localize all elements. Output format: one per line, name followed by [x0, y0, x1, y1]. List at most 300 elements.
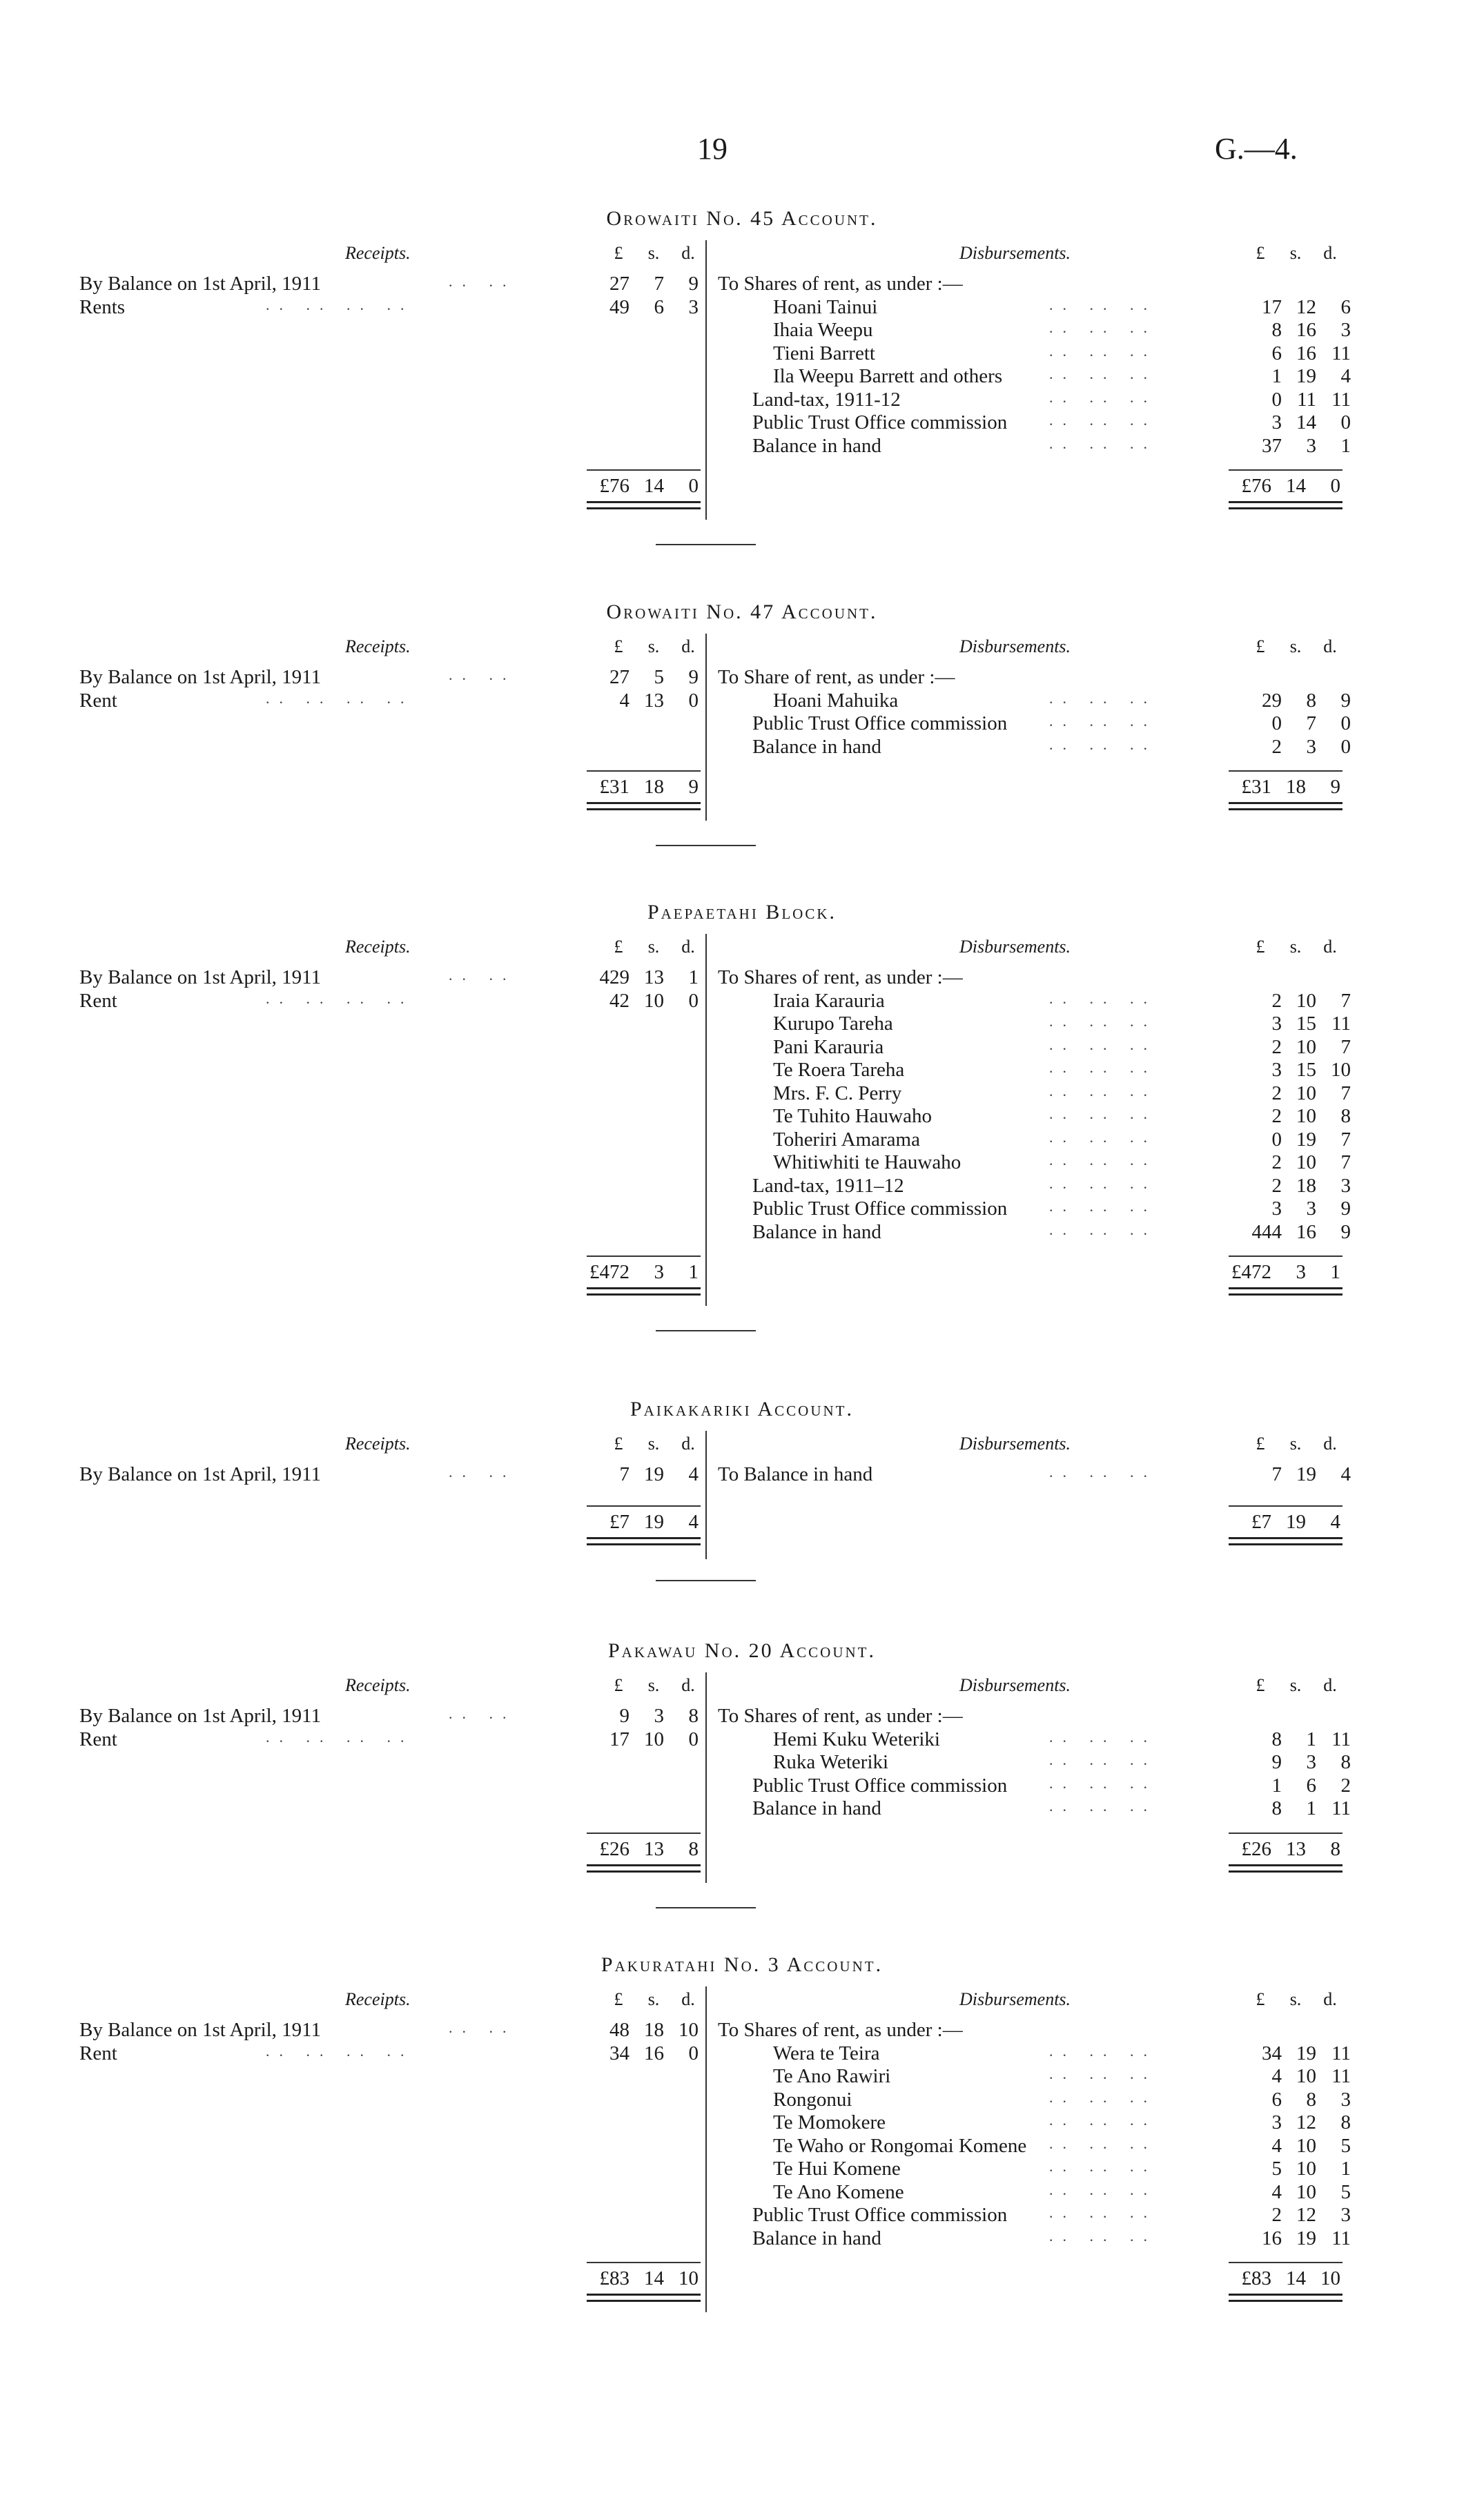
amount-pence: 7	[1340, 1082, 1351, 1104]
amount-shillings: 3	[1306, 735, 1316, 758]
disbursement-row	[718, 1174, 1351, 1198]
amount	[1239, 435, 1356, 458]
amount-pounds: 0	[1271, 1128, 1282, 1151]
disbursement-row	[718, 1463, 1351, 1487]
amount	[587, 990, 704, 1013]
disbursement-row	[718, 966, 1339, 990]
pounds-heading: £	[614, 937, 623, 957]
amount-pence: 0	[688, 475, 699, 497]
leader-dots: .. .. ..	[1049, 365, 1157, 382]
amount-shillings: 19	[1296, 365, 1316, 387]
amount-shillings: 10	[1296, 2134, 1316, 2157]
pence-heading: d.	[681, 1434, 695, 1454]
leader-dots: .. .. .. ..	[266, 2042, 414, 2060]
amount-pence: 0	[1340, 735, 1351, 758]
amount-pounds: 4	[1271, 2065, 1282, 2087]
pounds-heading: £	[1256, 937, 1265, 957]
pence-heading: d.	[681, 1989, 695, 2009]
amount-pounds: 8	[1271, 1728, 1282, 1750]
amount-pence: 1	[1340, 2158, 1351, 2180]
amount	[1239, 1463, 1356, 1487]
leader-dots: .. .. ..	[1049, 2180, 1157, 2198]
account-title: Orowaiti No. 47 Account.	[606, 600, 878, 623]
amount	[1239, 2089, 1356, 2112]
disbursement-label: Ila Weepu Barrett and others	[773, 365, 1003, 387]
amount-pounds: 7	[619, 1463, 629, 1485]
disbursement-label: To Shares of rent, as under :—	[718, 273, 963, 295]
disbursement-label: Balance in hand	[752, 434, 881, 457]
amount-pence: 4	[1330, 1510, 1340, 1533]
amount-shillings: 3	[654, 1261, 664, 1283]
amount-pounds: £31	[1241, 776, 1271, 798]
total-receipts	[587, 1511, 704, 1534]
amount-shillings: 19	[644, 1463, 664, 1485]
amount	[1239, 1129, 1356, 1152]
leader-dots: .. .. ..	[1049, 1751, 1157, 1768]
receipt-row	[79, 966, 701, 990]
amount-shillings: 14	[1286, 475, 1306, 497]
double-rule	[1229, 2294, 1343, 2302]
amount-shillings: 7	[654, 273, 664, 295]
double-rule	[587, 1864, 701, 1873]
leader-dots: .. .. ..	[1049, 1105, 1157, 1122]
disbursement-row	[718, 689, 1351, 713]
disbursement-row	[718, 1151, 1351, 1175]
amount-shillings: 13	[644, 966, 664, 988]
leader-dots: .. .. ..	[1049, 2111, 1157, 2129]
amount-pounds: £31	[599, 776, 629, 798]
amount-pounds: 3	[1271, 411, 1282, 433]
amount-shillings: 3	[1306, 1751, 1316, 1773]
double-rule	[587, 501, 701, 509]
leader-dots: .. .. .. ..	[266, 295, 414, 313]
column-divider	[705, 240, 707, 520]
disbursement-row	[718, 1220, 1351, 1244]
section-separator	[656, 1907, 756, 1908]
leader-dots: .. .. ..	[1049, 2065, 1157, 2082]
series-code: G.—4.	[1215, 132, 1298, 166]
receipt-row	[79, 2019, 701, 2042]
amount-pence: 11	[1331, 342, 1351, 364]
leader-dots: .. ..	[449, 666, 516, 683]
disbursement-row	[718, 666, 1339, 690]
total-receipts	[587, 475, 704, 498]
receipt-label: By Balance on 1st April, 1911	[79, 966, 322, 988]
amount-shillings: 16	[644, 2042, 664, 2064]
amount-pounds: 2	[1271, 1151, 1282, 1173]
disbursement-label: Te Momokere	[773, 2111, 886, 2133]
currency-heading	[601, 636, 705, 657]
shillings-heading: s.	[647, 937, 660, 957]
currency-heading	[1242, 1675, 1347, 1696]
amount	[1239, 736, 1356, 759]
leader-dots: .. .. ..	[1049, 1013, 1157, 1030]
amount-pounds: 3	[1271, 2111, 1282, 2133]
amount-pounds: 0	[1271, 388, 1282, 411]
disbursement-row	[718, 319, 1351, 342]
amount-shillings: 10	[1296, 2158, 1316, 2180]
amount-pence: 8	[688, 1705, 699, 1727]
amount-pounds: 0	[1271, 712, 1282, 734]
leader-dots: .. .. ..	[1049, 1774, 1157, 1792]
amount-shillings: 19	[1296, 1128, 1316, 1151]
column-divider	[705, 1986, 707, 2312]
amount	[1239, 1082, 1356, 1106]
amount-pounds: 5	[1271, 2158, 1282, 2180]
amount-shillings: 12	[1296, 2204, 1316, 2226]
amount-pence: 4	[1340, 365, 1351, 387]
section-separator	[656, 1580, 756, 1581]
disbursement-label: Hemi Kuku Weteriki	[773, 1728, 940, 1750]
receipt-label: Rent	[79, 689, 117, 712]
amount-pounds: 1	[1271, 365, 1282, 387]
pence-heading: d.	[1323, 1675, 1337, 1695]
amount-pence: 3	[688, 295, 699, 318]
column-divider	[705, 634, 707, 821]
leader-dots: .. .. ..	[1049, 2158, 1157, 2175]
amount-pence: 7	[1340, 1128, 1351, 1151]
amount-shillings: 8	[1306, 2088, 1316, 2111]
amount	[1239, 1728, 1356, 1752]
amount	[1239, 2135, 1356, 2158]
amount-pence: 0	[688, 689, 699, 712]
amount-shillings: 15	[1296, 1013, 1316, 1035]
amount	[587, 273, 704, 296]
leader-dots: .. .. .. ..	[266, 689, 414, 707]
amount-pence: 8	[1340, 2111, 1351, 2133]
amount-shillings: 6	[654, 295, 664, 318]
leader-dots: .. .. ..	[1049, 1128, 1157, 1146]
amount-shillings: 14	[644, 2267, 664, 2289]
amount-shillings: 12	[1296, 295, 1316, 318]
total-disbursements	[1229, 475, 1346, 498]
disbursement-row	[718, 365, 1351, 389]
disbursement-label: Te Hui Komene	[773, 2158, 901, 2180]
page-number: 19	[697, 132, 728, 166]
amount-pence: 11	[1331, 388, 1351, 411]
amount-pounds: 27	[609, 666, 629, 688]
double-rule	[1229, 802, 1343, 810]
leader-dots: .. .. ..	[1049, 689, 1157, 707]
amount-pence: 10	[678, 2019, 699, 2041]
double-rule	[587, 1287, 701, 1296]
amount-shillings: 16	[1296, 1220, 1316, 1243]
amount-pounds: 8	[1271, 319, 1282, 341]
disbursement-label: Public Trust Office commission	[752, 1198, 1008, 1220]
amount	[587, 2042, 704, 2066]
disbursement-row	[718, 1728, 1351, 1752]
amount-pence: 11	[1331, 2227, 1351, 2249]
amount-shillings: 16	[1296, 319, 1316, 341]
amount-shillings: 10	[1296, 2065, 1316, 2087]
double-rule	[1229, 1537, 1343, 1545]
amount-pounds: 9	[619, 1705, 629, 1727]
amount	[587, 1728, 704, 1752]
account-title: Pakuratahi No. 3 Account.	[601, 1953, 883, 1976]
receipt-row	[79, 1705, 701, 1728]
receipt-label: Rent	[79, 989, 117, 1012]
amount-shillings: 15	[1296, 1059, 1316, 1081]
amount	[1239, 990, 1356, 1013]
amount-pounds: 444	[1251, 1220, 1282, 1243]
amount-pence: 0	[688, 989, 699, 1012]
disbursement-row	[718, 1035, 1351, 1059]
amount	[587, 966, 704, 990]
amount-pounds: 16	[1262, 2227, 1282, 2249]
amount-pence: 4	[688, 1510, 699, 1533]
pounds-heading: £	[1256, 1434, 1265, 1454]
amount-shillings: 3	[1306, 434, 1316, 457]
amount	[1239, 319, 1356, 342]
leader-dots: .. ..	[449, 2019, 516, 2036]
account-title: Paikakariki Account.	[629, 1398, 854, 1420]
shillings-heading: s.	[647, 636, 660, 656]
amount-shillings: 18	[644, 776, 664, 798]
amount-pence: 0	[1340, 411, 1351, 433]
receipts-heading: Receipts.	[345, 1675, 411, 1695]
amount	[587, 296, 704, 320]
total-receipts	[587, 1838, 704, 1862]
leader-dots: .. .. ..	[1049, 1220, 1157, 1238]
disbursement-label: Te Waho or Rongomai Komene	[773, 2134, 1027, 2157]
receipt-row	[79, 990, 701, 1013]
disbursement-row	[718, 1059, 1351, 1082]
disbursement-row	[718, 295, 1351, 320]
amount-pence: 5	[1340, 2134, 1351, 2157]
disbursement-label: Whitiwhiti te Hauwaho	[773, 1151, 961, 1173]
pounds-heading: £	[614, 1675, 623, 1695]
amount	[1239, 411, 1356, 435]
disbursement-row	[718, 2134, 1351, 2158]
receipt-label: Rent	[79, 2042, 117, 2064]
amount-shillings: 19	[644, 1510, 664, 1533]
amount	[1239, 1221, 1356, 1244]
double-rule	[587, 1537, 701, 1545]
leader-dots: .. .. ..	[1049, 319, 1157, 336]
amount-pounds: 2	[1271, 1035, 1282, 1058]
leader-dots: .. .. ..	[1049, 2134, 1157, 2152]
disbursement-label: Land-tax, 1911–12	[752, 1174, 904, 1197]
disbursement-row	[718, 2019, 1339, 2042]
section-separator	[656, 1330, 756, 1331]
column-divider	[705, 934, 707, 1306]
amount-pounds: £7	[609, 1510, 629, 1533]
leader-dots: .. .. ..	[1049, 411, 1157, 429]
amount	[1239, 1105, 1356, 1129]
amount-pounds: 37	[1262, 434, 1282, 457]
amount-shillings: 12	[1296, 2111, 1316, 2133]
leader-dots: .. .. ..	[1049, 1151, 1157, 1169]
amount-pence: 1	[688, 1261, 699, 1283]
amount-shillings: 6	[1306, 1774, 1316, 1797]
pounds-heading: £	[1256, 1675, 1265, 1695]
receipt-row	[79, 2042, 701, 2066]
disbursement-label: Toheriri Amarama	[773, 1128, 920, 1151]
total-disbursements	[1229, 776, 1346, 799]
amount	[1239, 2158, 1356, 2181]
disbursement-row	[718, 1774, 1351, 1798]
total-receipts	[587, 1261, 704, 1284]
amount-pence: 10	[1320, 2267, 1340, 2289]
amount-pounds: 3	[1271, 1059, 1282, 1081]
account-title: Orowaiti No. 45 Account.	[606, 207, 878, 230]
receipt-row	[79, 296, 701, 320]
amount-shillings: 3	[1296, 1261, 1306, 1283]
disbursement-label: Public Trust Office commission	[752, 1774, 1008, 1797]
leader-dots: .. .. ..	[1049, 2204, 1157, 2221]
amount-pence: 8	[1340, 1105, 1351, 1127]
amount-shillings: 13	[1286, 1837, 1306, 1860]
receipt-label: By Balance on 1st April, 1911	[79, 2019, 322, 2041]
amount-shillings: 18	[644, 2019, 664, 2041]
pounds-heading: £	[614, 1989, 623, 2009]
total-receipts	[587, 776, 704, 799]
amount-pounds: 2	[1271, 1174, 1282, 1197]
receipts-heading: Receipts.	[345, 1989, 411, 2009]
receipt-label: By Balance on 1st April, 1911	[79, 1705, 322, 1727]
shillings-heading: s.	[647, 243, 660, 263]
total-rule	[1229, 770, 1343, 772]
shillings-heading: s.	[647, 1434, 660, 1454]
leader-dots: .. .. ..	[1049, 2042, 1157, 2060]
amount	[1239, 1151, 1356, 1175]
currency-heading	[601, 1989, 705, 2010]
disbursement-label: Te Tuhito Hauwaho	[773, 1105, 932, 1127]
double-rule	[587, 2294, 701, 2302]
shillings-heading: s.	[1289, 1675, 1302, 1695]
disbursement-label: Te Ano Rawiri	[773, 2065, 891, 2087]
amount-pounds: 8	[1271, 1797, 1282, 1819]
receipt-label: By Balance on 1st April, 1911	[79, 273, 322, 295]
total-rule	[587, 2262, 701, 2263]
receipts-heading: Receipts.	[345, 1434, 411, 1454]
disbursement-row	[718, 712, 1351, 736]
amount-pounds: 4	[1271, 2180, 1282, 2203]
disbursement-label: To Balance in hand	[718, 1463, 873, 1485]
account-title: Pakawau No. 20 Account.	[607, 1639, 876, 1662]
amount-pounds: £472	[1231, 1261, 1271, 1283]
disbursement-row	[718, 2180, 1351, 2205]
disbursements-heading: Disbursements.	[959, 636, 1071, 656]
amount-pence: 11	[1331, 1797, 1351, 1819]
amount-shillings: 19	[1296, 2227, 1316, 2249]
disbursement-row	[718, 2065, 1351, 2089]
pounds-heading: £	[614, 636, 623, 656]
pence-heading: d.	[1323, 937, 1337, 957]
amount-shillings: 10	[1296, 2180, 1316, 2203]
amount-pence: 9	[1330, 776, 1340, 798]
currency-heading	[1242, 243, 1347, 264]
disbursements-heading: Disbursements.	[959, 1434, 1071, 1454]
disbursement-label: Balance in hand	[752, 1220, 881, 1243]
pence-heading: d.	[681, 636, 695, 656]
amount	[1239, 1198, 1356, 1221]
leader-dots: .. .. ..	[1049, 1198, 1157, 1215]
amount-pounds: 2	[1271, 2204, 1282, 2226]
amount-pounds: £83	[599, 2267, 629, 2289]
total-rule	[1229, 1256, 1343, 1257]
disbursement-label: Rongonui	[773, 2088, 852, 2111]
disbursement-label: Hoani Mahuika	[773, 689, 899, 712]
leader-dots: .. ..	[449, 1463, 516, 1481]
shillings-heading: s.	[1289, 636, 1302, 656]
currency-heading	[601, 1434, 705, 1454]
total-disbursements	[1229, 1511, 1346, 1534]
amount-pence: 9	[688, 273, 699, 295]
leader-dots: .. .. ..	[1049, 735, 1157, 753]
total-disbursements	[1229, 1838, 1346, 1862]
pence-heading: d.	[1323, 1434, 1337, 1454]
amount-pence: 3	[1340, 1174, 1351, 1197]
section-separator	[656, 544, 756, 545]
amount	[1239, 365, 1356, 389]
leader-dots: .. .. ..	[1049, 1797, 1157, 1815]
amount-pounds: £76	[1241, 475, 1271, 497]
currency-heading	[1242, 937, 1347, 957]
amount-pounds: £7	[1251, 1510, 1271, 1533]
disbursement-label: Ihaia Weepu	[773, 319, 873, 341]
amount-pounds: 2	[1271, 989, 1282, 1012]
disbursement-row	[718, 1751, 1351, 1775]
total-rule	[1229, 2262, 1343, 2263]
disbursement-label: Iraia Karauria	[773, 989, 885, 1012]
amount-pounds: £26	[1241, 1837, 1271, 1860]
amount-shillings: 18	[1296, 1174, 1316, 1197]
amount-pounds: 17	[609, 1728, 629, 1750]
currency-heading	[601, 243, 705, 264]
leader-dots: .. ..	[449, 273, 516, 290]
total-rule	[587, 770, 701, 772]
amount-pounds: 6	[1271, 2088, 1282, 2111]
double-rule	[587, 802, 701, 810]
disbursements-heading: Disbursements.	[959, 1989, 1071, 2009]
disbursement-label: Land-tax, 1911-12	[752, 388, 901, 411]
amount-shillings: 19	[1286, 1510, 1306, 1533]
amount-shillings: 8	[1306, 689, 1316, 712]
leader-dots: .. .. ..	[1049, 295, 1157, 313]
amount-pence: 0	[688, 2042, 699, 2064]
pence-heading: d.	[1323, 636, 1337, 656]
amount-pounds: 3	[1271, 1198, 1282, 1220]
amount-pence: 11	[1331, 2065, 1351, 2087]
amount	[1239, 1036, 1356, 1059]
amount-shillings: 13	[644, 689, 664, 712]
shillings-heading: s.	[1289, 937, 1302, 957]
total-rule	[1229, 1833, 1343, 1834]
receipts-heading: Receipts.	[345, 636, 411, 656]
amount-pence: 10	[1331, 1059, 1351, 1081]
amount	[1239, 712, 1356, 736]
currency-heading	[601, 1675, 705, 1696]
disbursement-label: Kurupo Tareha	[773, 1013, 893, 1035]
receipt-row	[79, 1463, 701, 1487]
disbursement-label: Te Ano Komene	[773, 2180, 904, 2203]
amount-pounds: 17	[1262, 295, 1282, 318]
total-disbursements	[1229, 1261, 1346, 1284]
disbursements-heading: Disbursements.	[959, 1675, 1071, 1695]
amount-pence: 4	[1340, 1463, 1351, 1485]
amount-pounds: £26	[599, 1837, 629, 1860]
amount-pence: 1	[1330, 1261, 1340, 1283]
amount	[587, 690, 704, 713]
total-rule	[1229, 469, 1343, 471]
currency-heading	[601, 937, 705, 957]
amount-shillings: 1	[1306, 1728, 1316, 1750]
leader-dots: .. .. ..	[1049, 989, 1157, 1007]
disbursement-row	[718, 2158, 1351, 2181]
amount-pence: 10	[678, 2267, 699, 2289]
disbursement-label: To Share of rent, as under :—	[718, 666, 955, 688]
